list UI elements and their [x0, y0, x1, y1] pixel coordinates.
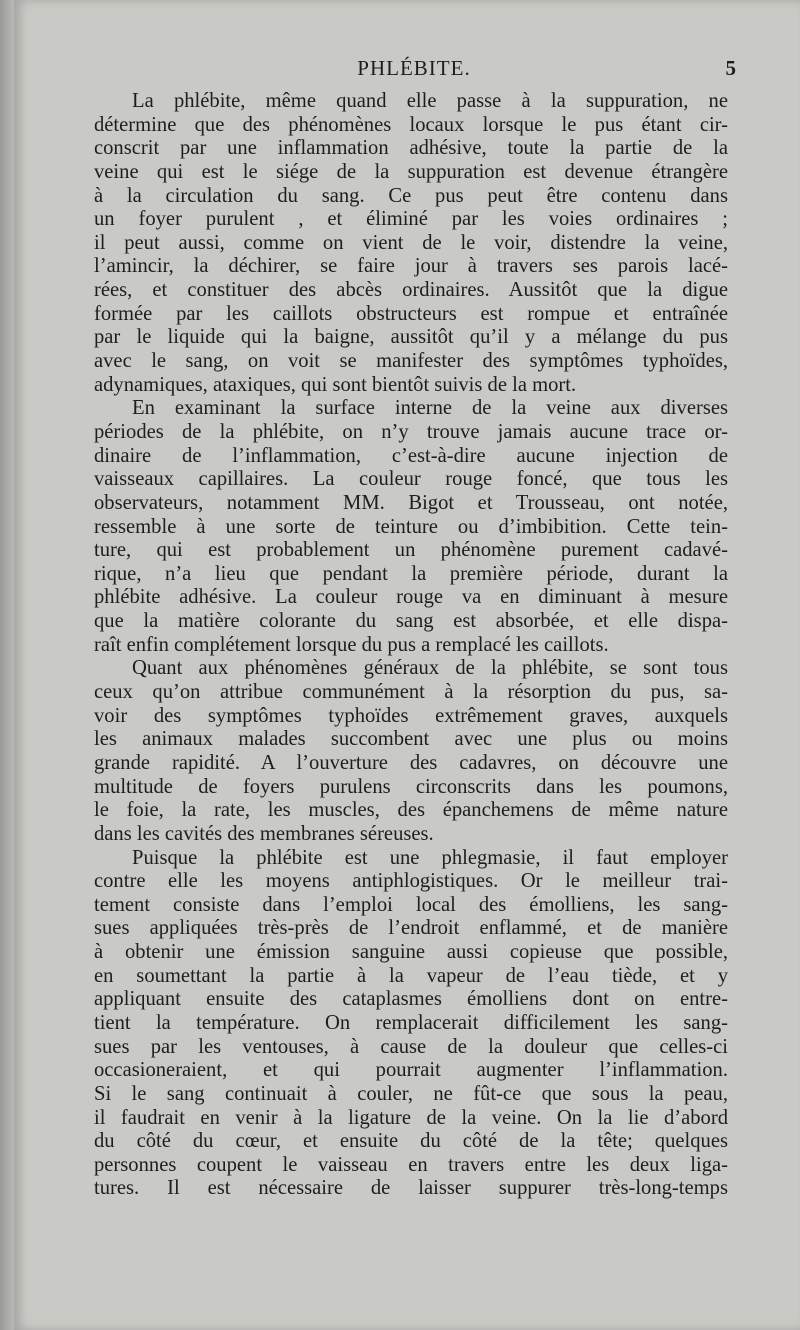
text-line: veine qui est le siége de la suppuration est devenue étrangère: [94, 160, 728, 183]
text-line: l’amincir, la déchirer, se faire jour à travers ses parois lacé-: [94, 255, 728, 278]
text-line: contre elle les moyens antiphlogistiques. Or le meilleur trai-: [94, 870, 728, 893]
text-line: du côté du cœur, et ensuite du côté de la tête; quelques: [94, 1130, 728, 1153]
text-line: sues appliquées très-près de l’endroit enflammé, et de manière: [94, 917, 728, 940]
text-line: vaisseaux capillaires. La couleur rouge foncé, que tous les: [94, 468, 728, 491]
text-line: conscrit par une inflammation adhésive, toute la partie de la: [94, 137, 728, 160]
text-line: détermine que des phénomènes locaux lorsque le pus étant cir-: [94, 113, 728, 136]
text-line: il faudrait en venir à la ligature de la veine. On la lie d’abord: [94, 1106, 728, 1129]
text-line: multitude de foyers purulens circonscrits dans les poumons,: [94, 775, 728, 798]
text-line: La phlébite, même quand elle passe à la suppuration, ne: [132, 90, 728, 112]
text-line: raît enfin complétement lorsque du pus a remplacé les caillots.: [94, 633, 609, 656]
text-line: observateurs, notamment MM. Bigot et Trousseau, ont notée,: [94, 491, 728, 514]
text-line: adynamiques, ataxiques, qui sont bientôt suivis de la mort.: [94, 373, 577, 396]
text-line: Si le sang continuait à couler, ne fût-ce que sous la peau,: [94, 1082, 728, 1105]
running-head: [94, 56, 734, 86]
text-line: en soumettant la partie à la vapeur de l’eau tiède, et y: [94, 964, 728, 987]
text-line: périodes de la phlébite, on n’y trouve jamais aucune trace or-: [94, 420, 728, 443]
text-line: un foyer purulent , et éliminé par les voies ordinaires ;: [94, 208, 728, 231]
page-number: 5: [725, 56, 736, 80]
text-line: rées, et constituer des abcès ordinaires. Aussitôt que la digue: [94, 279, 728, 302]
text-line: occasioneraient, et qui pourrait augmenter l’inflammation.: [94, 1059, 728, 1082]
book-page: [14, 0, 800, 1330]
text-line: tement consiste dans l’emploi local des émolliens, les sang-: [94, 893, 728, 916]
text-line: les animaux malades succombent avec une plus ou moins: [94, 728, 728, 751]
text-line: que la matière colorante du sang est absorbée, et elle dispa-: [94, 610, 728, 633]
text-line: rique, n’a lieu que pendant la première période, durant la: [94, 562, 728, 585]
text-line: personnes coupent le vaisseau en travers entre les deux liga-: [94, 1153, 728, 1176]
text-line: tient la température. On remplacerait difficilement les sang-: [94, 1011, 728, 1034]
text-line: appliquant ensuite des cataplasmes émolliens dont on entre-: [94, 988, 728, 1011]
body-text: [94, 90, 728, 1201]
running-title: PHLÉBITE.: [357, 56, 471, 80]
text-line: par le liquide qui la baigne, aussitôt qu’il y a mélange du pus: [94, 326, 728, 349]
text-line: à la circulation du sang. Ce pus peut être contenu dans: [94, 184, 728, 207]
text-line: formée par les caillots obstructeurs est rompue et entraînée: [94, 302, 728, 325]
text-line: ture, qui est probablement un phénomène purement cadavé-: [94, 539, 728, 562]
text-line: avec le sang, on voit se manifester des symptômes typhoïdes,: [94, 350, 728, 373]
text-line: voir des symptômes typhoïdes extrêmement graves, auxquels: [94, 704, 728, 727]
text-line: Quant aux phénomènes généraux de la phlébite, se sont tous: [132, 657, 728, 680]
text-line: sues par les ventouses, à cause de la douleur que celles-ci: [94, 1035, 728, 1058]
page-gutter-shadow: [0, 0, 14, 1330]
text-line: dinaire de l’inflammation, c’est-à-dire aucune injection de: [94, 444, 728, 467]
text-line: En examinant la surface interne de la veine aux diverses: [132, 397, 728, 420]
text-line: il peut aussi, comme on vient de le voir, distendre la veine,: [94, 231, 728, 254]
text-line: grande rapidité. A l’ouverture des cadavres, on découvre une: [94, 751, 728, 774]
text-line: à obtenir une émission sanguine aussi copieuse que possible,: [94, 941, 728, 964]
text-line: le foie, la rate, les muscles, des épanchemens de même nature: [94, 799, 728, 822]
text-line: phlébite adhésive. La couleur rouge va en diminuant à mesure: [94, 586, 728, 609]
text-line: ceux qu’on attribue communément à la résorption du pus, sa-: [94, 681, 728, 704]
text-line: dans les cavités des membranes séreuses.: [94, 822, 434, 845]
text-line: tures. Il est nécessaire de laisser suppurer très-long-temps: [94, 1177, 728, 1200]
text-line: Puisque la phlébite est une phlegmasie, il faut employer: [132, 846, 728, 869]
text-line: ressemble à une sorte de teinture ou d’imbibition. Cette tein-: [94, 515, 728, 538]
